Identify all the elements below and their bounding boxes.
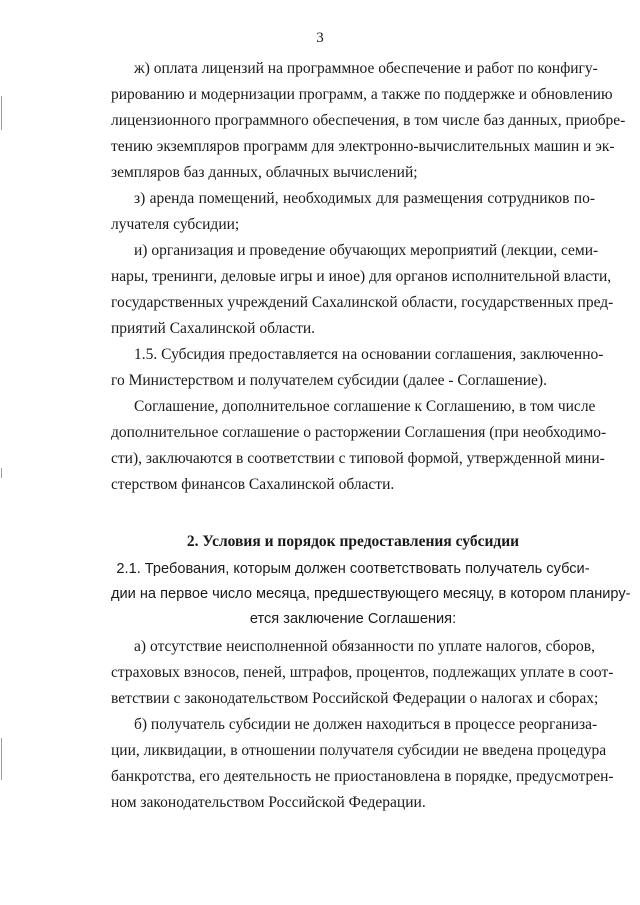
- text-line: сти), заключаются в соответствии с типовой формой, утвержденной мини-: [111, 450, 605, 467]
- text-line: ветствии с законодательством Российской Федерации о налогах и сборах;: [111, 690, 599, 707]
- text-line: 2.1. Требования, которым должен соответствовать получатель субси-: [116, 561, 590, 577]
- scan-margin-mark: [1, 468, 2, 478]
- text-line: стерством финансов Сахалинской области.: [111, 476, 395, 493]
- text-line: тению экземпляров программ для электронно-вычислительных машин и эк-: [111, 138, 615, 155]
- text-line: банкротства, его деятельность не приостановлена в порядке, предусмотрен-: [111, 768, 614, 785]
- text-line: рированию и модернизации программ, а также по поддержке и обновлению: [111, 86, 613, 103]
- text-line: ном законодательством Российской Федерации.: [111, 794, 426, 811]
- text-line: го Министерством и получателем субсидии (далее - Соглашение).: [111, 372, 547, 389]
- text-line: государственных учреждений Сахалинской области, государственных пред-: [111, 294, 614, 311]
- text-line: ции, ликвидации, в отношении получателя субсидии не введена процедура: [111, 742, 607, 759]
- text-line: нары, тренинги, деловые игры и иное) для органов исполнительной власти,: [111, 268, 612, 285]
- text-line: з) аренда помещений, необходимых для размещения сотрудников по-: [134, 190, 595, 207]
- text-line: лучателя субсидии;: [111, 216, 240, 233]
- text-line: ется заключение Соглашения:: [249, 611, 457, 627]
- text-line: 1.5. Субсидия предоставляется на основании соглашения, заключенно-: [134, 346, 604, 363]
- text-line: страховых взносов, пеней, штрафов, процентов, подлежащих уплате в соот-: [111, 664, 614, 681]
- text-line: приятий Сахалинской области.: [111, 320, 316, 337]
- page-number: 3: [316, 30, 324, 46]
- text-line: дополнительное соглашение о расторжении Соглашения (при необходимо-: [111, 424, 607, 441]
- section-heading: 2. Условия и порядок предоставления субсидии: [186, 533, 520, 550]
- text-line: и) организация и проведение обучающих мероприятий (лекции, семи-: [134, 242, 599, 259]
- scan-margin-mark: [1, 96, 2, 130]
- text-line: лицензионного программного обеспечения, в том числе баз данных, приобре-: [111, 112, 626, 129]
- scan-margin-mark: [1, 738, 2, 780]
- text-line: б) получатель субсидии не должен находиться в процессе реорганиза-: [134, 716, 598, 733]
- text-line: дии на первое число месяца, предшествующего месяцу, в котором планиру-: [111, 586, 631, 602]
- text-line: Соглашение, дополнительное соглашение к Соглашению, в том числе: [134, 398, 596, 415]
- text-line: ж) оплата лицензий на программное обеспечение и работ по конфигу-: [134, 60, 598, 77]
- text-line: земпляров баз данных, облачных вычислений;: [111, 164, 418, 181]
- text-line: а) отсутствие неисполненной обязанности по уплате налогов, сборов,: [134, 638, 595, 655]
